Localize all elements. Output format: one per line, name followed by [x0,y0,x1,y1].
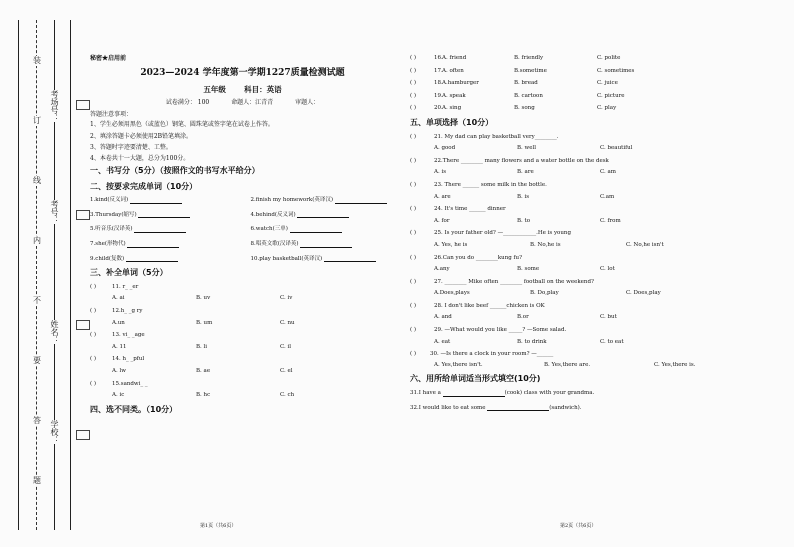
note-item: 2、填涂答题卡必须使用2B铅笔填涂。 [90,132,193,140]
fill-box[interactable] [76,320,90,330]
word-task: 8.唱英文歌(汉译英) [251,241,396,248]
question-24: ( ) 24. It's time ______ dinner A. for B. to C. from [410,206,621,224]
question-12: ( ) 12.h_ _g ry A.un B. um C. nu [90,308,395,326]
fill-box[interactable] [76,430,90,440]
exam-room-field: 考场号： [50,90,59,122]
word-tasks [90,197,395,262]
answer-paren[interactable]: ( ) [90,308,97,315]
answer-paren[interactable]: ( ) [90,283,97,290]
question-11: ( ) 11. r_ _er A. ai B. uv C. iv [90,284,395,302]
note-item: 1、学生必须用黑色（或蓝色）钢笔、圆珠笔或签字笔在试卷上作答。 [90,121,274,129]
reviewer: 审题人： [295,98,320,106]
answer-paren[interactable]: ( ) [410,157,417,164]
word-task: 10.play basketball(英译汉) [251,256,396,263]
exam-subtitle [90,85,395,94]
question-23: ( ) 23. There ______ some milk in the bottle. A. are B. is C.am [410,181,615,200]
school-field: 学校： [50,420,59,444]
answer-paren[interactable]: ( ) [410,206,417,213]
question-25: ( ) 25. Is your father old? —____________.He is young A. Yes, he is B. No,he is C. No,he isn't [410,230,664,248]
word-task: 5.听音乐(汉译英) [90,226,235,233]
answer-paren[interactable]: ( ) [410,80,417,87]
answer-paren[interactable]: ( ) [410,181,417,188]
question-22: ( ) 22.There ________ many flowers and a water bottle on the desk A. is B. are C. am [410,157,617,176]
option: A. ai [112,295,125,302]
answer-paren[interactable]: ( ) [90,332,97,339]
notes-heading: 答题注意事项： [90,111,133,119]
question-18: ( ) 18. A.hamburger B. bread C. juice [410,80,618,87]
answer-paren[interactable]: ( ) [410,327,417,334]
fill-box[interactable] [76,100,90,110]
binding-line [18,20,19,530]
question-27: ( ) 27. ________ Mike often ________ football on the weekend? A.Does,plays B. Do,play C. Does,play [410,278,661,297]
answer-paren[interactable]: ( ) [410,254,417,261]
exam-meta [90,99,395,106]
section-3-title: 三、补全单词（5分） [90,268,168,278]
subject: 科目：英语 [244,84,282,94]
question-17: ( ) 17. A. often B.sometime C. sometimes [410,67,635,74]
page-footer-right: 第2页（共6页） [560,523,597,529]
name-field: 姓名： [50,320,59,344]
option: C. ch [280,392,295,399]
answer-blank[interactable] [126,256,178,262]
fill-item-32: 32.I would like to eat some (sandwich). [410,404,582,411]
answer-blank[interactable] [127,242,179,248]
binding-word: 线 [33,176,41,185]
author: 命题人：江青青 [231,98,274,106]
option: A. ic [112,392,125,399]
option: C. il [280,343,292,350]
answer-blank[interactable] [300,242,352,248]
question-20: ( ) 20. A. sing B. song C. play [410,105,617,112]
answer-paren[interactable]: ( ) [90,356,97,363]
question-26: ( ) 26.Can you do ________kung fu? A.any B. some C. lot [410,254,615,273]
option: A.un [112,319,125,326]
question-30-options: A. Yes,there isn't. B. Yes,there are. C. Yes,there is. [434,361,696,368]
binding-word: 不 [33,296,41,305]
right-column [410,55,780,419]
question-13: ( ) 13. vi_ _age A. 11 B. li C. il [90,332,395,350]
binding-dashed-line [36,20,37,530]
word-task: 9.child(复数) [90,256,235,263]
word-task: 6.watch(三单) [251,226,396,233]
word-task: 4.behind(反义词) [251,212,396,219]
fill-item-31: 31.I have a (cook) class with your grandma. [410,390,595,397]
exam-title: 2023—2024 学年度第一学期1227质量检测试题 [140,68,345,79]
binding-strip [14,20,76,530]
exam-number-field: 考号： [50,200,59,224]
binding-word: 题 [33,476,41,485]
binding-word: 订 [33,116,41,125]
option: B. ae [196,368,211,375]
section-5-title: 五、单项选择（10分） [410,117,494,127]
binding-word: 装 [33,56,41,65]
option: B. hc [196,392,211,399]
answer-paren[interactable]: ( ) [90,380,97,387]
answer-blank[interactable] [297,212,349,218]
answer-paren[interactable]: ( ) [410,133,417,140]
page-footer-left: 第1页（共6页） [200,523,237,529]
answer-paren[interactable]: ( ) [410,105,417,112]
answer-blank[interactable] [324,256,376,262]
answer-paren[interactable]: ( ) [410,278,417,285]
binding-line [70,20,71,530]
binding-word: 内 [33,236,41,245]
answer-paren[interactable]: ( ) [410,230,417,237]
answer-paren[interactable]: ( ) [410,302,417,309]
answer-blank[interactable] [487,406,549,411]
option: C. iv [280,295,293,302]
answer-paren[interactable]: ( ) [410,67,417,74]
option: B. um [196,319,213,326]
binding-word: 要 [33,356,41,365]
option: B. li [196,343,208,350]
section-4-title: 四、选不同类。（10分） [90,404,178,414]
option: A. lw [112,368,126,375]
answer-blank[interactable] [443,392,505,397]
answer-paren[interactable]: ( ) [410,92,417,99]
question-19: ( ) 19. A. speak B. cartoon C. picture [410,92,625,99]
answer-blank[interactable] [138,212,190,218]
answer-blank[interactable] [290,227,342,233]
question-30: ( ) 30. —Is there a clock in your room? —______ [410,351,554,358]
grade: 五年级 [203,84,226,94]
note-item: 3、答题时字迹要清楚、工整。 [90,143,172,151]
answer-blank[interactable] [130,198,182,204]
word-task: 7.she(形物代) [90,241,235,248]
option: A. 11 [112,343,127,350]
answer-paren[interactable]: ( ) [410,55,417,61]
section-2-title: 二、按要求完成单词（10分） [90,181,198,191]
option: B. uv [196,295,211,302]
fill-box[interactable] [76,210,90,220]
binding-word: 答 [33,416,41,425]
note-item: 4、本卷共十一大题，总分为100分。 [90,154,190,162]
question-16: ( ) 16. A. friend B. friendly C. polite [410,55,621,61]
answer-blank[interactable] [134,227,186,233]
section-1-title: 一、书写分（5分）（按照作文的书写水平给分） [90,166,260,176]
option: C. nu [280,319,295,326]
question-15: ( ) 15.sandwi_ _ A. ic B. hc C. ch [90,381,395,399]
word-task: 1.kind(反义词) [90,197,235,204]
question-29: ( ) 29. —What would you like _____? —Some salad. A. eat B. to drink C. to eat [410,327,624,345]
full-score: 试卷满分： 100 [165,98,210,106]
question-28: ( ) 28. I don't like beef ______chicken is OK A. and B.or C. but [410,302,617,321]
left-column [90,55,395,420]
section-6-title: 六、用所给单词适当形式填空(10分) [410,374,541,384]
answer-paren[interactable]: ( ) [410,351,417,358]
question-14: ( ) 14. h_ _pful A. lw B. ae C. el [90,356,395,374]
secret-label: 秘密★启用前 [90,55,127,62]
answer-blank[interactable] [335,198,387,204]
word-task: 2.finish my homework(英译汉) [251,197,396,204]
word-task: 3.Thursday(缩写) [90,212,235,219]
question-21: ( ) 21. My dad can play basketball very________. A. good B. well C. beautiful [410,133,633,152]
option: C. el [280,368,293,375]
